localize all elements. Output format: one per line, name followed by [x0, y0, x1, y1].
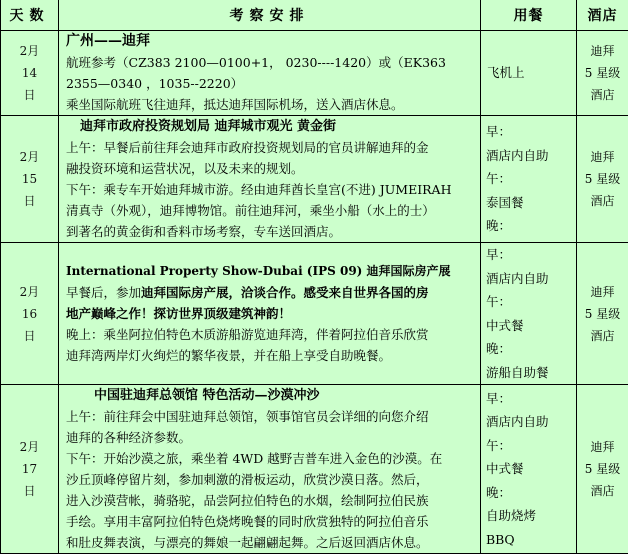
hotel-label: 酒店 [577, 190, 628, 212]
hotel-rating: 5 星级 [577, 303, 628, 325]
row-line: 手绘。享用丰富阿拉伯特色烧烤晚餐的同时欣赏独特的阿拉伯音乐 [66, 511, 476, 532]
row-line: 迪拜的各种经济参数。 [66, 427, 476, 448]
day-month: 2月 [1, 40, 58, 62]
meal-item: 晚： [486, 214, 576, 238]
table-row [1, 31, 628, 116]
row-line: 2355—0340 ，1035--2220） [66, 73, 476, 94]
row-line: 下午：开始沙漠之旅，乘坐着 4WD 越野吉普车进入金色的沙漠。在 [66, 448, 476, 469]
meals-cell [481, 31, 577, 116]
meal-item: 酒店内自助 [486, 410, 576, 434]
row-line [66, 282, 476, 303]
row-line: 上午：早餐后前往拜会迪拜市政府投资规划局的官员讲解迪拜的金 [66, 137, 476, 158]
row-line: 迪拜湾两岸灯火绚烂的繁华夜景，并在船上享受自助晚餐。 [66, 345, 476, 366]
day-number: 17 [1, 458, 58, 480]
meal-item: 飞机上 [487, 61, 576, 85]
day-number: 15 [1, 168, 58, 190]
meals-cell [481, 116, 577, 243]
day-month: 2月 [1, 436, 58, 458]
meal-item: 酒店内自助 [486, 267, 576, 291]
row-title: 中国驻迪拜总领馆 特色活动—沙漠冲沙 [66, 385, 476, 406]
arrangement-cell [59, 243, 481, 385]
row-title: 迪拜市政府投资规划局 迪拜城市观光 黄金街 [66, 116, 476, 137]
hotel-city: 迪拜 [577, 281, 628, 303]
hotel-cell [577, 385, 628, 554]
hotel-rating: 5 星级 [577, 458, 628, 480]
hotel-cell [577, 243, 628, 385]
day-suffix: 日 [1, 325, 58, 347]
meal-item: 午： [486, 167, 576, 191]
hotel-label: 酒店 [577, 84, 628, 106]
header-meals: 用餐 [481, 0, 577, 31]
row-text: 早餐后，参加 [66, 285, 141, 300]
day-number: 14 [1, 62, 58, 84]
row-line: 融投资环境和运营状况，以及未来的规划。 [66, 158, 476, 179]
header-hotel: 酒店 [577, 0, 628, 31]
day-suffix: 日 [1, 190, 58, 212]
row-title: 广州——迪拜 [66, 31, 476, 52]
hotel-label: 酒店 [577, 480, 628, 502]
hotel-city: 迪拜 [577, 146, 628, 168]
meal-item: 早： [486, 387, 576, 411]
row-highlight: 地产巅峰之作！探访世界顶级建筑神韵！ [66, 303, 476, 324]
row-line: 清真寺（外观），迪拜博物馆。前往迪拜河，乘坐小船（水上的士） [66, 200, 476, 221]
row-line: 乘坐国际航班飞往迪拜，抵达迪拜国际机场，送入酒店休息。 [66, 94, 476, 115]
meal-item: 早： [486, 120, 576, 144]
row-line: 到著名的黄金街和香料市场考察，专车送回酒店。 [66, 221, 476, 242]
day-month: 2月 [1, 281, 58, 303]
meal-item: 晚： [486, 337, 576, 361]
meal-item: 早： [486, 243, 576, 267]
hotel-cell [577, 31, 628, 116]
row-line: 上午：前往拜会中国驻迪拜总领馆，领事馆官员会详细的向您介绍 [66, 406, 476, 427]
meal-item: 午： [486, 290, 576, 314]
meal-item: 午： [486, 434, 576, 458]
day-suffix: 日 [1, 480, 58, 502]
arrangement-cell [59, 385, 481, 554]
meals-cell [481, 243, 577, 385]
arrangement-cell [59, 31, 481, 116]
day-cell [1, 385, 59, 554]
header-day: 天数 [1, 0, 59, 31]
meal-item: 酒店内自助 [486, 144, 576, 168]
hotel-rating: 5 星级 [577, 168, 628, 190]
meal-item: 中式餐 [486, 457, 576, 481]
row-title: International Property Show-Dubai (IPS 09) 迪拜国际房产展 [66, 261, 476, 282]
day-cell [1, 116, 59, 243]
row-line: 下午：乘专车开始迪拜城市游。经由迪拜酋长皇宫(不进) JUMEIRAH [66, 179, 476, 200]
row-line: 进入沙漠营帐，骑骆驼，品尝阿拉伯特色的水烟，绘制阿拉伯民族 [66, 490, 476, 511]
meal-item: 晚： [486, 481, 576, 505]
day-month: 2月 [1, 146, 58, 168]
day-cell [1, 243, 59, 385]
day-suffix: 日 [1, 84, 58, 106]
meals-cell [481, 385, 577, 554]
day-number: 16 [1, 303, 58, 325]
arrangement-cell [59, 116, 481, 243]
meal-item: 游船自助餐 [486, 361, 576, 385]
meal-item: BBQ [486, 528, 576, 552]
header-row [1, 0, 628, 31]
row-line: 航班参考（CZ383 2100—0100+1， 0230----1420）或（EK363 [66, 52, 476, 73]
header-arrangement: 考察安排 [59, 0, 481, 31]
meal-item: 自助烧烤 [486, 504, 576, 528]
row-line: 和肚皮舞表演，与漂亮的舞娘一起翩翩起舞。之后返回酒店休息。 [66, 532, 476, 553]
hotel-rating: 5 星级 [577, 62, 628, 84]
meal-item: 泰国餐 [486, 191, 576, 215]
row-highlight: 迪拜国际房产展，洽谈合作。感受来自世界各国的房 [141, 285, 429, 300]
day-cell [1, 31, 59, 116]
hotel-label: 酒店 [577, 325, 628, 347]
row-line: 沙丘顶峰停留片刻，参加刺激的滑板运动，欣赏沙漠日落。然后， [66, 469, 476, 490]
meal-item: 中式餐 [486, 314, 576, 338]
table-row [1, 116, 628, 243]
table-row [1, 385, 628, 554]
row-line: 晚上：乘坐阿拉伯特色木质游船游览迪拜湾，伴着阿拉伯音乐欣赏 [66, 324, 476, 345]
hotel-city: 迪拜 [577, 40, 628, 62]
table-row [1, 243, 628, 385]
hotel-cell [577, 116, 628, 243]
hotel-city: 迪拜 [577, 436, 628, 458]
